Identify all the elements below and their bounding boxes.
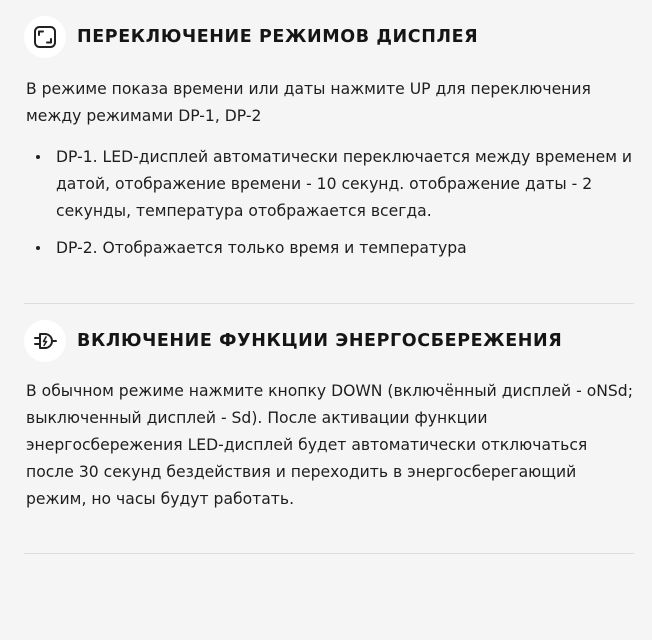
bullet-dot xyxy=(36,155,40,159)
list-item-text: DP-1. LED-дисплей автоматически переключается между временем и датой, отображение времени - 10 секунд. отображение даты - 2 секунды, температура отображается всегда. xyxy=(56,148,633,220)
list-item-dp2 xyxy=(24,235,634,262)
mode-list xyxy=(24,144,634,262)
bullet-dot xyxy=(36,246,40,250)
section-body: В обычном режиме нажмите кнопку DOWN (включённый дисплей - oNSd; выключенный дисплей - Sd). После активации функции энергосбережения LED-дисплей будет автоматически отключаться после 30 секунд бездействия и переходить в энергосберегающий режим, но часы будут работать. xyxy=(26,382,633,508)
display-mode-heading xyxy=(24,14,634,60)
list-item-dp1 xyxy=(24,144,634,225)
section-intro: В режиме показа времени или даты нажмите UP для переключения между режимами DP-1, DP-2 xyxy=(26,80,591,125)
display-mode-section xyxy=(24,14,634,262)
display-mode-icon xyxy=(24,16,66,58)
power-plug-icon xyxy=(24,320,66,362)
section-divider xyxy=(24,553,634,554)
energy-saving-heading xyxy=(24,318,634,364)
energy-saving-section xyxy=(24,318,634,513)
list-item-text: DP-2. Отображается только время и температура xyxy=(56,239,467,257)
section-title: ПЕРЕКЛЮЧЕНИЕ РЕЖИМОВ ДИСПЛЕЯ xyxy=(77,27,479,47)
section-divider xyxy=(24,303,634,304)
section-title: ВКЛЮЧЕНИЕ ФУНКЦИИ ЭНЕРГОСБЕРЕЖЕНИЯ xyxy=(77,331,563,351)
